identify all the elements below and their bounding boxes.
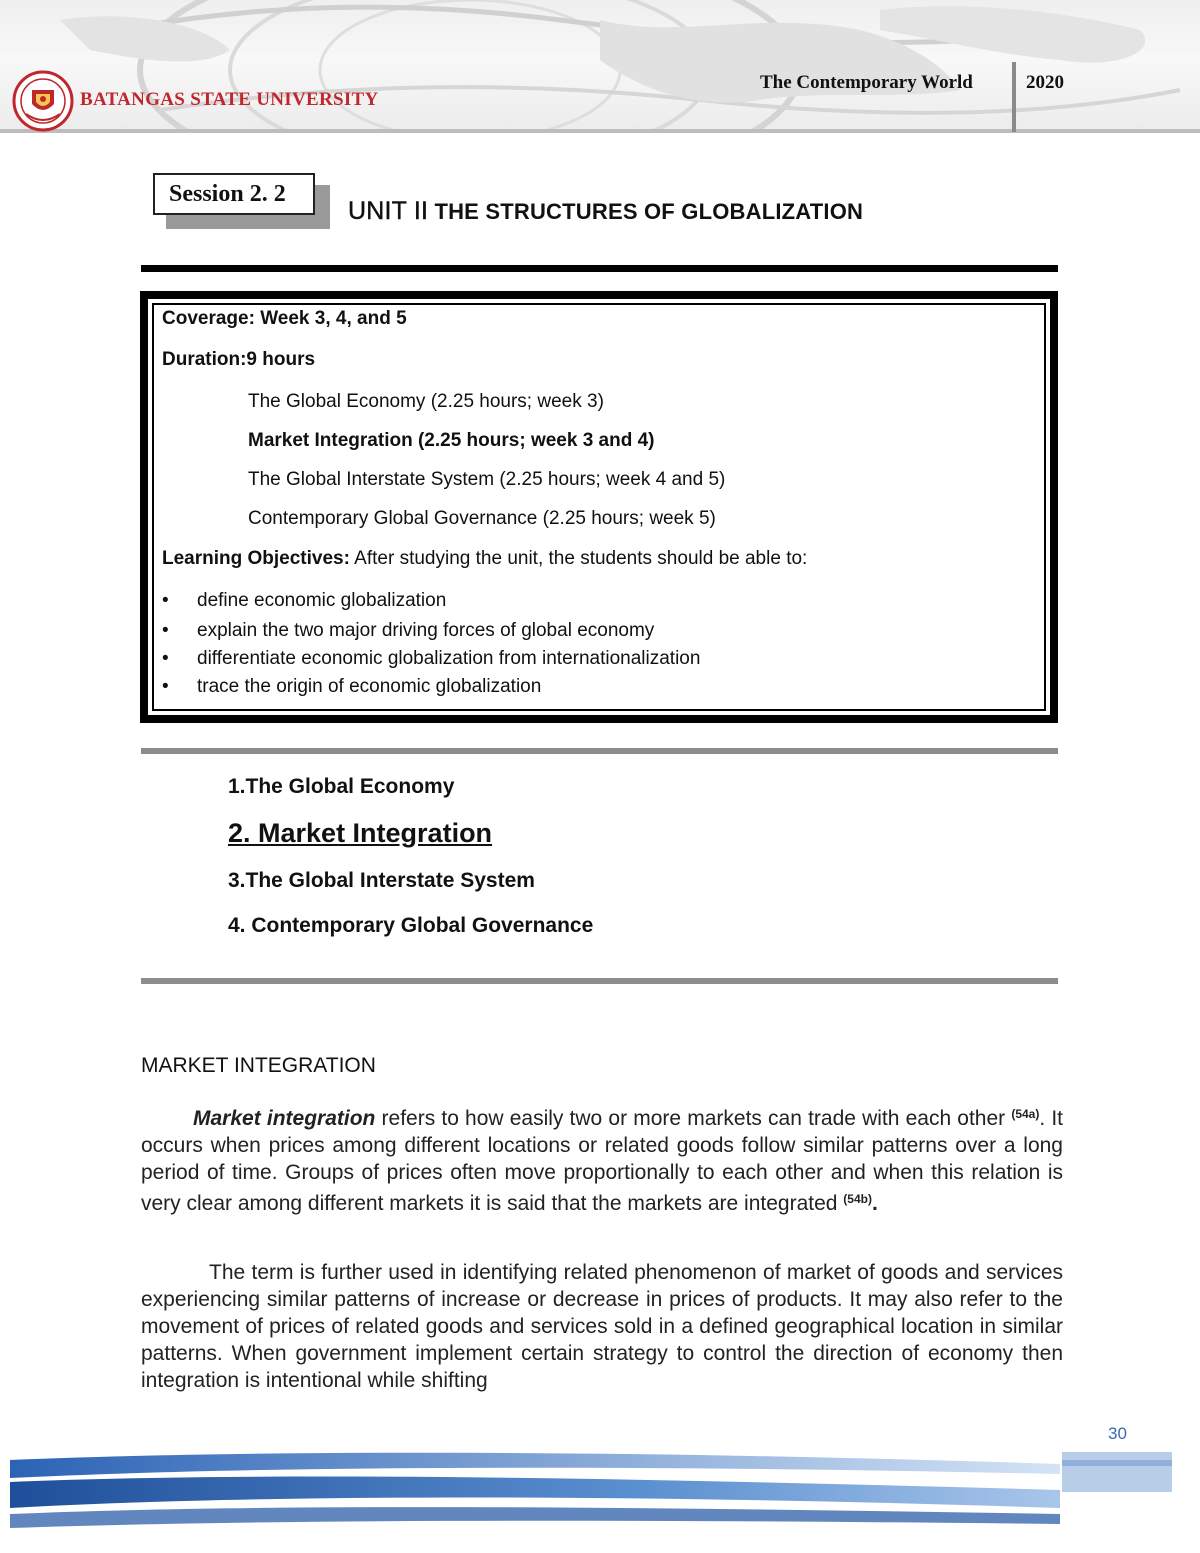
toc-bottom-rule (141, 978, 1058, 984)
header-banner (0, 0, 1200, 132)
toc-item: 3.The Global Interstate System (228, 869, 535, 892)
objective-item: differentiate economic globalization from internationalization (197, 648, 701, 669)
citation: (54a) (1011, 1107, 1040, 1121)
footer-swoosh (0, 1430, 1200, 1553)
bullet-icon: • (162, 590, 169, 611)
unit-title (348, 197, 863, 226)
topic-item: The Global Economy (2.25 hours; week 3) (248, 391, 604, 412)
header-divider (1012, 62, 1016, 132)
toc-item: 1.The Global Economy (228, 775, 455, 798)
topic-item: Contemporary Global Governance (2.25 hours; week 5) (248, 508, 716, 529)
coverage-weeks: Coverage: Week 3, 4, and 5 (162, 308, 407, 329)
bullet-icon: • (162, 648, 169, 669)
university-seal-icon (12, 70, 74, 132)
objective-item: trace the origin of economic globalization (197, 676, 542, 697)
course-title: The Contemporary World (760, 72, 973, 93)
unit-prefix: UNIT II (348, 197, 429, 225)
learning-objectives (162, 548, 807, 570)
toc-item: 4. Contemporary Global Governance (228, 914, 594, 937)
objective-item: define economic globalization (197, 590, 447, 611)
course-year: 2020 (1026, 72, 1064, 93)
globe-watermark-icon (0, 0, 1200, 132)
objectives-label: Learning Objectives: (162, 548, 350, 569)
toc-item-current: 2. Market Integration (228, 818, 493, 848)
university-name: BATANGAS STATE UNIVERSITY (80, 89, 379, 110)
coverage-duration: Duration:9 hours (162, 349, 316, 370)
paragraph-2: The term is further used in identifying related phenomenon of market of goods and services experiencing similar patterns of increase or decrease in prices of products. It may also refer to the movement of prices of related goods and services sold in a defined geographical location in similar patterns. When government implement certain strategy to control the direction of economy then integration is intentional while shifting (141, 1261, 1063, 1392)
session-label: Session 2. 2 (153, 173, 315, 215)
section-divider (141, 265, 1058, 272)
objectives-intro: After studying the unit, the students should be able to: (349, 548, 808, 569)
citation: (54b) (843, 1192, 872, 1206)
term: Market integration (193, 1107, 376, 1130)
page-number: 30 (1108, 1424, 1127, 1443)
topic-item-current: Market Integration (2.25 hours; week 3 and 4) (248, 430, 655, 451)
paragraph-1: Market integration refers to how easily two or more markets can trade with each other $^{(54a)}$. It occurs when prices among different locations or related goods follow similar patterns over a long period of time. Groups of prices often move proportionally to each other and when this relation is very clear among different markets it is said that the markets are integrated $^{(54b)}$. (141, 1107, 1064, 1215)
objective-item: explain the two major driving forces of global economy (197, 620, 655, 641)
section-heading: MARKET INTEGRATION (141, 1054, 376, 1077)
header-rule (0, 129, 1200, 133)
bullet-icon: • (162, 620, 169, 641)
topic-item: The Global Interstate System (2.25 hours; week 4 and 5) (248, 469, 726, 490)
toc-top-rule (141, 748, 1058, 754)
unit-name: THE STRUCTURES OF GLOBALIZATION (434, 199, 864, 224)
bullet-icon: • (162, 676, 169, 697)
